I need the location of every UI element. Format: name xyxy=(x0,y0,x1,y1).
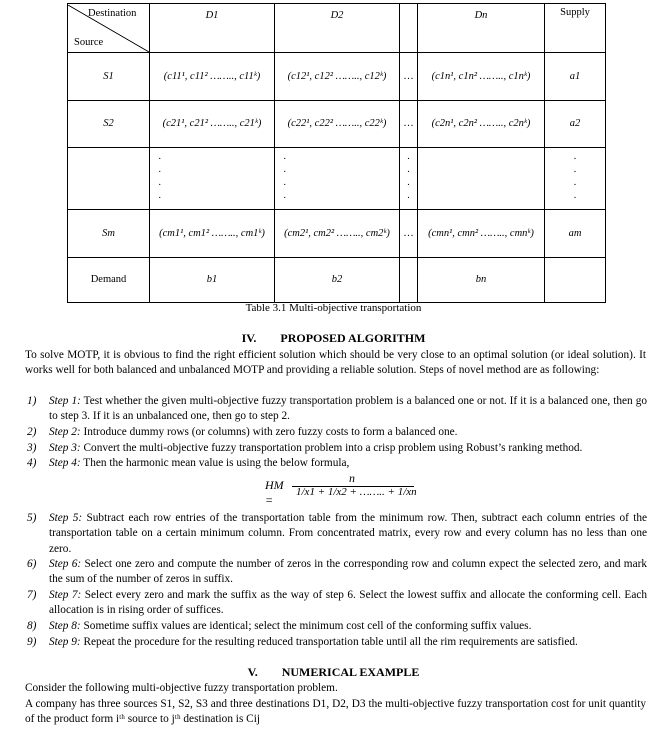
vdots-cell: · · · · xyxy=(545,148,606,210)
demand-cell: b2 xyxy=(275,258,400,303)
cost-cell: (c12¹, c12² …….., c12ᵏ) xyxy=(275,53,400,101)
cost-cell: (c22¹, c22² …….., c22ᵏ) xyxy=(275,101,400,148)
col-header-dn: Dn xyxy=(418,4,545,53)
cost-cell: (cmn¹, cmn² …….., cmnᵏ) xyxy=(418,210,545,258)
demand-cell: b1 xyxy=(150,258,275,303)
row-source: S2 xyxy=(68,101,150,148)
ellipsis-cell: … xyxy=(400,53,418,101)
vdots-cell: · · · · xyxy=(275,148,400,210)
destination-label: Destination xyxy=(88,7,137,19)
empty-cell xyxy=(418,148,545,210)
cost-cell: (c2n¹, c2n² …….., c2nᵏ) xyxy=(418,101,545,148)
demand-row xyxy=(68,258,606,303)
section-heading: IV. PROPOSED ALGORITHM xyxy=(241,331,426,345)
intro-paragraph: To solve MOTP, it is obvious to find the right efficient solution which should be very close to an optimal solution (or ideal solution). It works well for both balanced and unbalanced MOTP and providing a reliable solution. Steps of novel method are as following: xyxy=(25,349,646,377)
demand-label: Demand xyxy=(68,258,150,303)
row-source: S1 xyxy=(68,53,150,101)
transportation-table xyxy=(67,3,606,303)
col-header-d1: D1 xyxy=(150,4,275,53)
empty-cell xyxy=(68,148,150,210)
empty-cell xyxy=(545,258,606,303)
corner-header-cell xyxy=(68,4,150,53)
col-header-supply: Supply xyxy=(545,4,606,53)
vdots-cell: · · · · xyxy=(150,148,275,210)
supply-cell: a2 xyxy=(545,101,606,148)
source-label: Source xyxy=(74,37,104,49)
cost-cell: (c1n¹, c1n² …….., c1nᵏ) xyxy=(418,53,545,101)
table-row xyxy=(68,53,606,101)
example-paragraph: A company has three sources S1, S2, S3 and three destinations D1, D2, D3 the multi-objective fuzzy transportation cost for unit quantity of the product form iᵗʰ source to jᵗʰ destination is Cij xyxy=(25,698,646,726)
supply-cell: a1 xyxy=(545,53,606,101)
cost-cell: (c11¹, c11² …….., c11ᵏ) xyxy=(150,53,275,101)
col-header-d2: D2 xyxy=(275,4,400,53)
ellipsis-cell: … xyxy=(400,210,418,258)
table-row xyxy=(68,101,606,148)
table-caption: Table 3.1 Multi-objective transportation xyxy=(245,302,422,314)
empty-cell xyxy=(400,258,418,303)
row-source: Sm xyxy=(68,210,150,258)
cost-cell: (c21¹, c21² …….., c21ᵏ) xyxy=(150,101,275,148)
ellipsis-cell: … xyxy=(400,101,418,148)
example-line: Consider the following multi-objective fuzzy transportation problem. xyxy=(25,682,338,694)
cost-cell: (cm2¹, cm2² …….., cm2ᵏ) xyxy=(275,210,400,258)
gap-header-cell xyxy=(400,4,418,53)
cost-cell: (cm1¹, cm1² …….., cm1ᵏ) xyxy=(150,210,275,258)
section-heading: V. NUMERICAL EXAMPLE xyxy=(247,665,420,679)
vdots-cell: · · · · xyxy=(400,148,418,210)
formula-numerator: n xyxy=(349,471,355,485)
supply-cell: am xyxy=(545,210,606,258)
formula-lhs: HM = xyxy=(265,478,284,508)
table-row xyxy=(68,210,606,258)
vdots-row xyxy=(68,148,606,210)
demand-cell: bn xyxy=(418,258,545,303)
formula-denominator: 1/x1 + 1/x2 + …….. + 1/xn xyxy=(296,486,417,498)
